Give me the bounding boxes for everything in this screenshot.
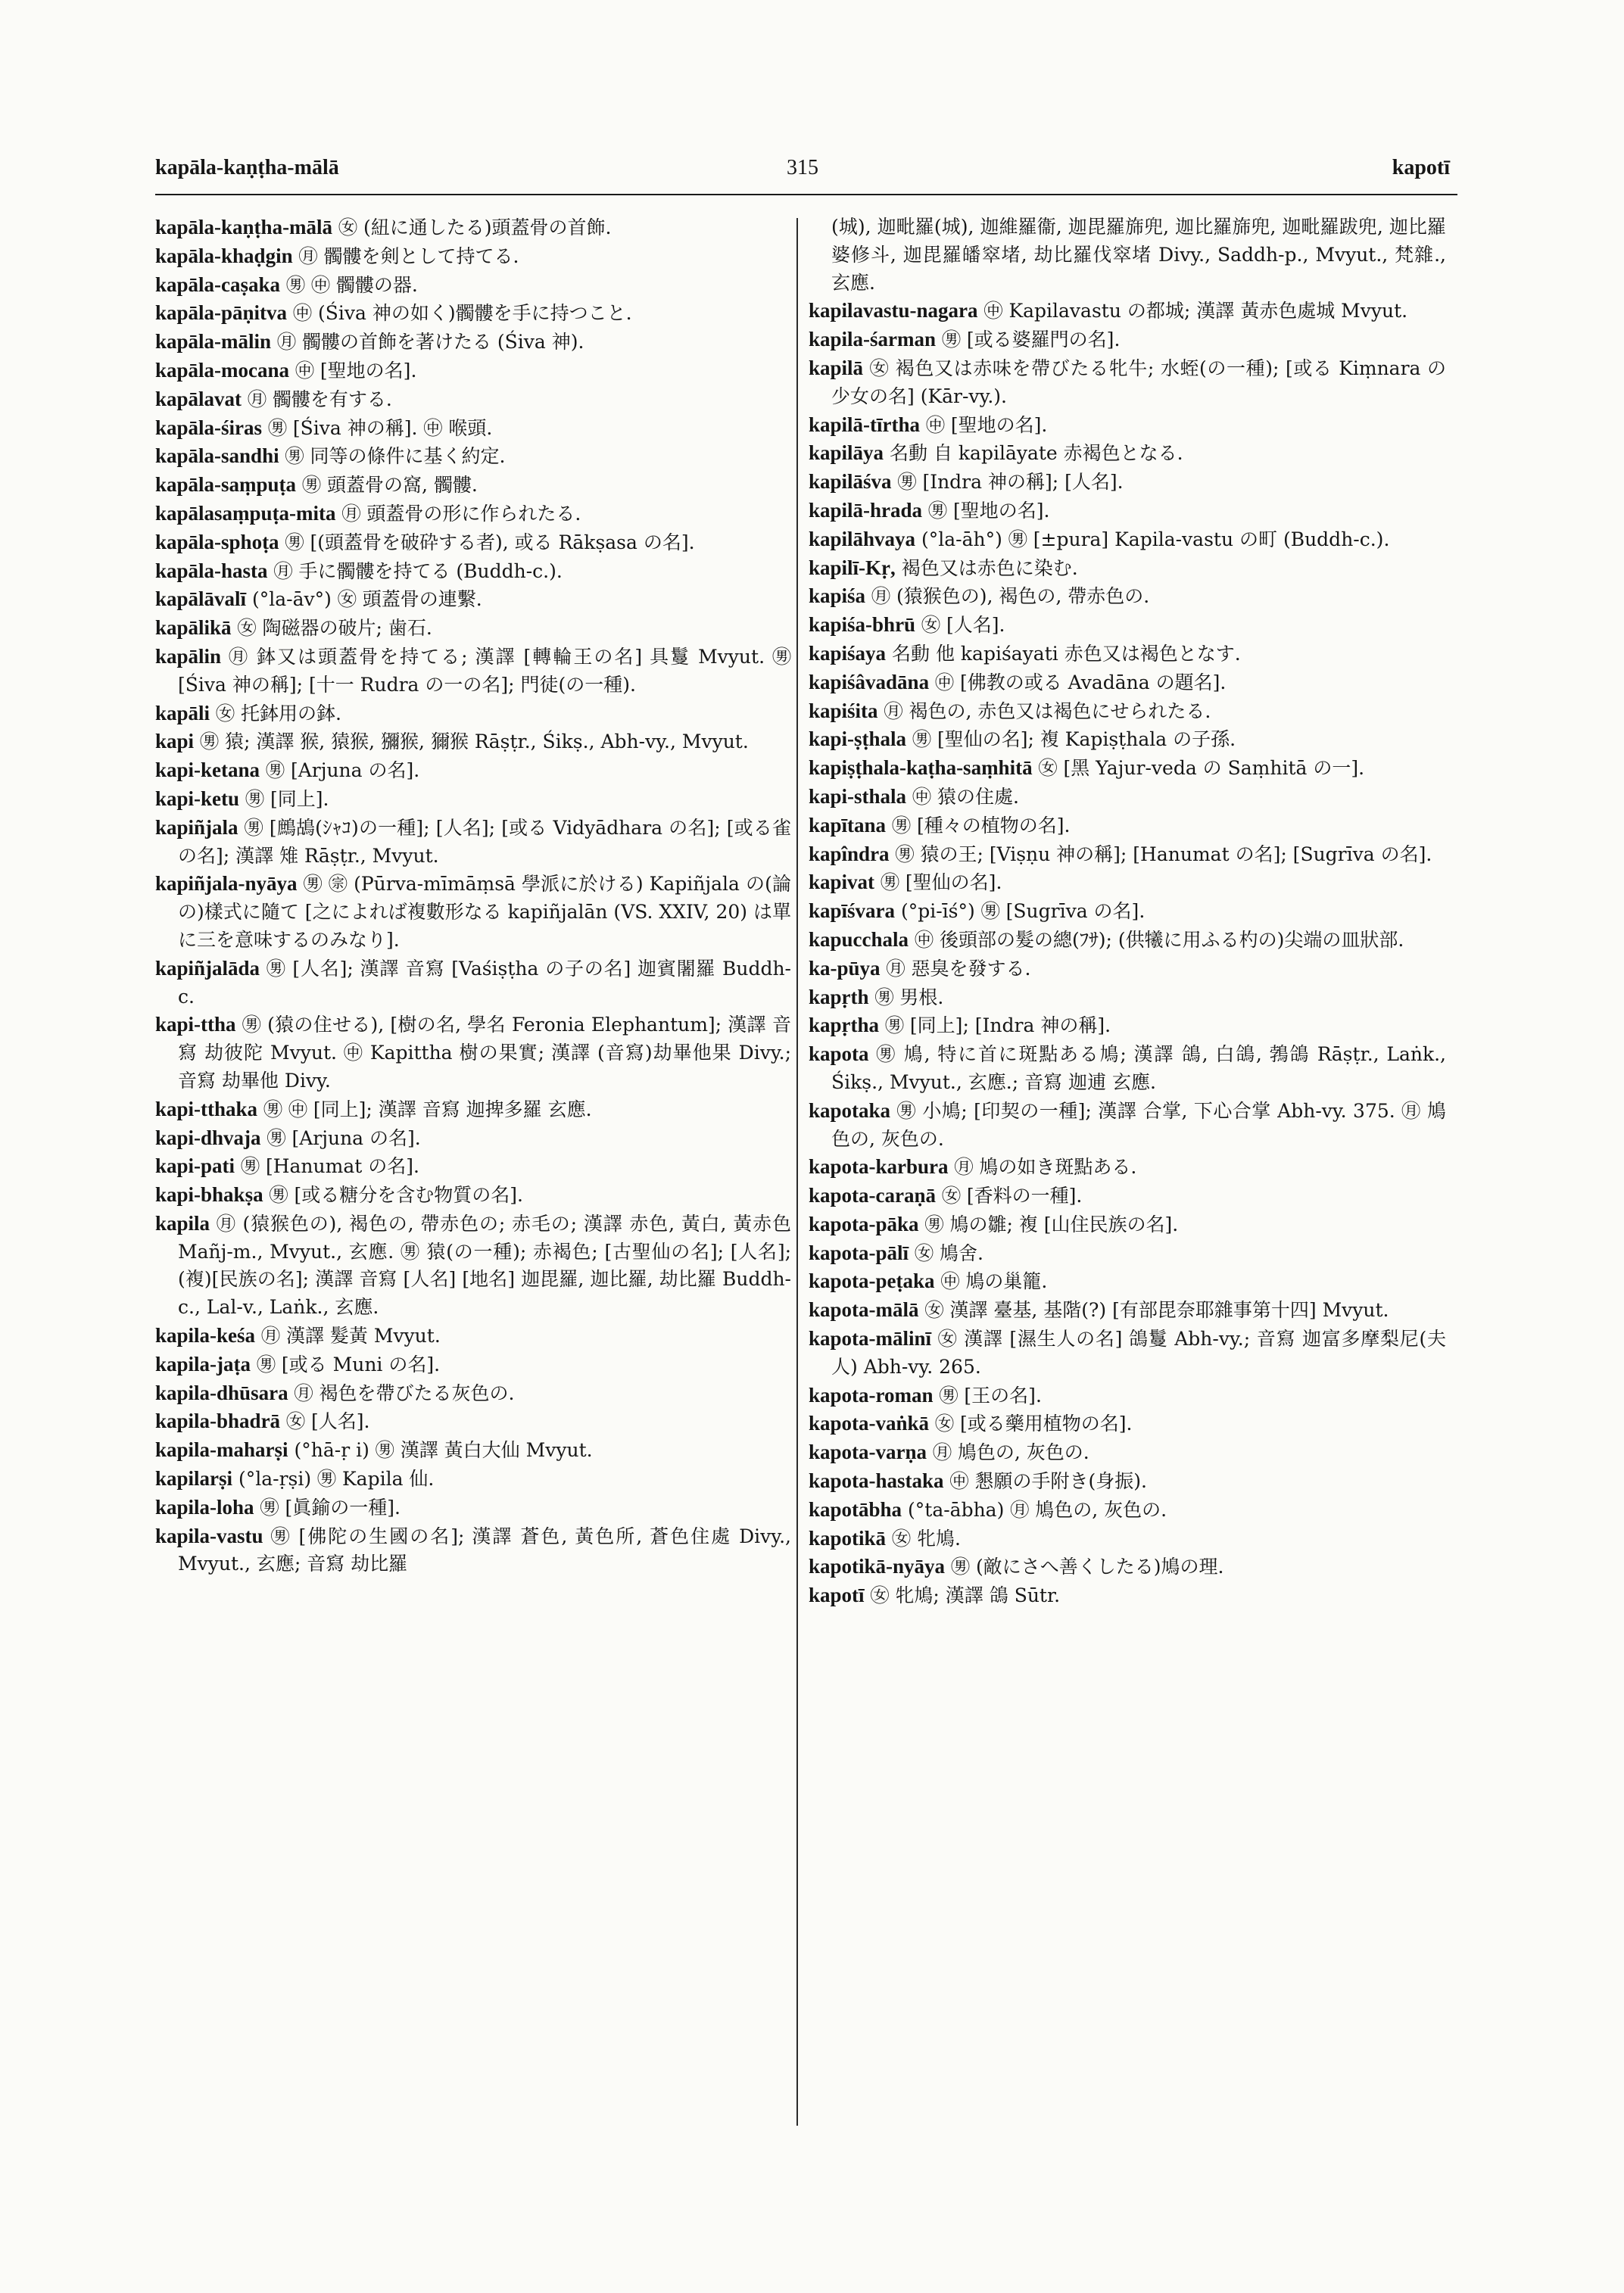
dictionary-entry: [809, 1467, 1446, 1496]
entry-definition: ㊛ 褐色又は赤味を帶びたる牝牛; 水蛭(の一種); [或る Kiṃnara の少女の名] (Kār-vy.).: [831, 357, 1446, 407]
running-header: [155, 156, 1450, 189]
dictionary-entry: [155, 756, 791, 785]
entry-definition: ㊚ (敵にさへ善くしたる)鳩の理.: [951, 1556, 1224, 1578]
entry-definition: ㊊ 髑髏を有する.: [247, 388, 392, 410]
entry-headword: kapi-ṣṭhala: [809, 727, 907, 751]
dictionary-entry: [155, 1011, 791, 1095]
entry-headword: kapāla-sandhi: [155, 444, 279, 468]
entry-headword: kapāla-caṣaka: [155, 273, 281, 296]
dictionary-entry: [809, 1040, 1446, 1097]
entry-headword: kapiśâvadāna: [809, 670, 930, 693]
dictionary-entry: [809, 640, 1446, 668]
dictionary-entry: [155, 1494, 791, 1522]
dictionary-entry: [155, 1379, 791, 1408]
entry-definition: ㊚ [聖仙の名]; 複 Kapiṣṭhala の子孫.: [912, 728, 1236, 751]
entry-headword: kapāla-pāṇitva: [155, 301, 288, 325]
left-column: [155, 213, 791, 2257]
entry-headword: kapila-dhūsara: [155, 1381, 288, 1404]
entry-definition: ㊚ [同上]; [Indra 神の稱].: [884, 1014, 1111, 1037]
entry-definition: ㊊ 頭蓋骨の形に作られたる.: [341, 502, 581, 525]
entry-definition: ㊚ [人名]; 漢譯 音寫 [Vaśiṣṭha の子の名] 迦賓闍羅 Buddh-c.: [178, 957, 791, 1008]
entry-headword: kapilāśva: [809, 470, 892, 494]
dictionary-entry: [809, 668, 1446, 697]
entry-headword: kapālikā: [155, 616, 232, 640]
entry-headword: kapi-pati: [155, 1154, 235, 1178]
entry-definition: (°ta-ābha) ㊊ 鳩色の, 灰色の.: [908, 1498, 1167, 1521]
entry-definition: ㊚ [Arjuna の名].: [266, 759, 420, 782]
dictionary-entry: [155, 1465, 791, 1494]
entry-definition: ㊊ 漢譯 髮黃 Mvyut.: [261, 1325, 441, 1347]
dictionary-entry: [155, 299, 791, 328]
entry-headword: kapilā-tīrtha: [809, 413, 921, 436]
entry-definition: (°la-ṛṣi) ㊚ Kapila 仙.: [238, 1468, 435, 1491]
entry-definition: ㊚ 鳩, 特に首に斑點ある鳩; 漢譯 鴿, 白鴿, 鵓鴿 Rāṣṭr., Laṅk., Śikṣ., Mvyut., 玄應.; 音寫 迦逋 玄應.: [831, 1043, 1446, 1093]
entry-headword: kapiśa-bhrū: [809, 613, 916, 637]
dictionary-entry: [155, 242, 791, 271]
entry-headword: kapilā-hrada: [809, 498, 923, 522]
dictionary-entry: [155, 385, 791, 414]
entry-definition: (°la-āv°) ㊛ 頭蓋骨の連繫.: [252, 588, 482, 611]
entry-headword: kapṛtha: [809, 1014, 880, 1037]
entry-definition: ㊥ [佛教の或る Avadāna の題名].: [935, 671, 1227, 693]
dictionary-entry: [155, 1210, 791, 1322]
entry-definition: ㊛ [人名].: [286, 1410, 370, 1433]
dictionary-entry: [155, 1181, 791, 1210]
entry-headword: kapilāhvaya: [809, 527, 916, 550]
dictionary-entry: [809, 1410, 1446, 1438]
dictionary-entry: [155, 1124, 791, 1153]
entry-definition: ㊚ ㊥ 髑髏の器.: [286, 273, 418, 296]
dictionary-entry: [809, 1011, 1446, 1040]
entry-definition: ㊚ [或る婆羅門の名].: [941, 329, 1121, 351]
entry-headword: kapiñjala-nyāya: [155, 872, 298, 896]
entry-headword: kapota-vaṅkā: [809, 1412, 930, 1435]
entry-definition: ㊚ [聖地の名].: [928, 499, 1050, 522]
entry-definition: ㊚ ㊥ [同上]; 漢譯 音寫 迦捭多羅 玄應.: [263, 1098, 592, 1120]
dictionary-entry: [155, 557, 791, 586]
entry-headword: kapota-pālī: [809, 1241, 909, 1264]
entry-headword: kapotikā: [809, 1526, 887, 1550]
entry-definition: ㊛ 陶磁器の破片; 歯石.: [237, 617, 432, 640]
entry-definition: ㊚ [王の名].: [939, 1384, 1042, 1407]
dictionary-entry: [809, 1325, 1446, 1382]
dictionary-entry: [809, 554, 1446, 583]
dictionary-entry: [155, 955, 791, 1011]
dictionary-entry: [155, 643, 791, 699]
dictionary-entry: [155, 1407, 791, 1436]
dictionary-entry: [155, 614, 791, 643]
entry-definition: ㊥ [聖地の名].: [295, 359, 417, 382]
entry-definition: ㊛ [黑 Yajur-veda の Saṃhitā の一].: [1038, 757, 1365, 780]
entry-headword: kapila-loha: [155, 1495, 254, 1519]
entry-definition: ㊚ [Śiva 神の稱]. ㊥ 喉頭.: [267, 416, 493, 439]
entry-definition: ㊊ 髑髏の首飾を著けたる (Śiva 神).: [277, 331, 584, 354]
entry-headword: kapi-ketana: [155, 759, 260, 782]
entry-definition: ㊚ [聖仙の名].: [880, 871, 1002, 894]
entry-headword: kapila-śarman: [809, 328, 937, 351]
entry-definition: ㊊ (猿猴色の), 褐色の, 帶赤色の.: [871, 585, 1150, 608]
dictionary-entry: [809, 611, 1446, 640]
entry-headword: kapālin: [155, 644, 222, 668]
entry-headword: kapi-bhakṣa: [155, 1183, 263, 1207]
dictionary-entry: [809, 697, 1446, 726]
entry-headword: kapāli: [155, 701, 210, 724]
entry-headword: kapota-roman: [809, 1383, 934, 1407]
dictionary-entry: [809, 840, 1446, 869]
dictionary-entry: [155, 1095, 791, 1124]
dictionary-entry: [809, 983, 1446, 1012]
dictionary-entry: [155, 500, 791, 528]
dictionary-entry: [809, 213, 1446, 297]
header-rule: [155, 194, 1457, 195]
entry-definition: ㊊ 鳩色の, 灰色の.: [932, 1441, 1089, 1464]
entry-definition: 名動 他 kapiśayati 赤色又は褐色となす.: [892, 642, 1241, 665]
entry-headword: kapāla-hasta: [155, 559, 268, 582]
entry-headword: kapota-hastaka: [809, 1469, 944, 1493]
entry-definition: ㊥ Kapilavastu の都城; 漢譯 黃赤色處城 Mvyut.: [983, 300, 1408, 322]
entry-headword: kapāla-mālin: [155, 330, 272, 354]
entry-headword: ka-pūya: [809, 956, 881, 980]
dictionary-entry: [809, 868, 1446, 897]
entry-headword: kapota-karbura: [809, 1155, 949, 1179]
entry-headword: kapota-varṇa: [809, 1441, 927, 1464]
entry-definition: (°hā-ṛ i) ㊚ 漢譯 黃白大仙 Mvyut.: [294, 1439, 593, 1462]
dictionary-entry: [809, 354, 1446, 411]
entry-headword: kapîndra: [809, 842, 890, 865]
entry-headword: kapila-bhadrā: [155, 1410, 281, 1433]
entry-headword: kapi-sthala: [809, 784, 907, 808]
dictionary-entry: [155, 213, 791, 242]
dictionary-entry: [809, 439, 1446, 468]
dictionary-entry: [809, 955, 1446, 983]
entry-definition: ㊚ ㊪ (Pūrva-mīmāṃsā 學派に於ける) Kapiñjala の(論の)樣式に隨て [之によれば複數形なる kapiñjalān (VS. XXIV, 20) は單に三を意味するのみなり].: [178, 873, 791, 951]
right-column: [809, 213, 1446, 2257]
dictionary-entry: [809, 754, 1446, 783]
entry-headword: kapāla-mocana: [155, 358, 290, 382]
entry-definition: ㊛ [香料の一種].: [941, 1185, 1083, 1207]
dictionary-entry: [809, 926, 1446, 955]
dictionary-entry: [809, 1097, 1446, 1154]
entry-headword: kapiśaya: [809, 641, 887, 665]
entry-definition: ㊚ [佛陀の生國の名]; 漢譯 蒼色, 黃色所, 蒼色住處 Divy., Mvyut., 玄應; 音寫 劫比羅: [178, 1525, 791, 1575]
entry-headword: kapila-jaṭa: [155, 1352, 251, 1375]
dictionary-entry: [809, 1210, 1446, 1239]
entry-definition: (°la-āh°) ㊚ [±pura] Kapila-vastu の町 (Buddh-c.).: [921, 528, 1390, 550]
entry-definition: ㊚ 猿の王; [Viṣṇu 神の稱]; [Hanumat の名]; [Sugrīva の名].: [895, 843, 1432, 865]
entry-definition: ㊊ 手に髑髏を持てる (Buddh-c.).: [273, 559, 563, 582]
entry-headword: kapotaka: [809, 1098, 891, 1122]
dictionary-entry: [155, 585, 791, 614]
entry-definition: 褐色又は赤色に染む.: [901, 556, 1078, 579]
entry-headword: kapota-mālinī: [809, 1327, 932, 1351]
entry-headword: kapila-maharṣi: [155, 1438, 288, 1462]
dictionary-entry: [155, 271, 791, 300]
entry-headword: kapāla-śiras: [155, 416, 263, 439]
entry-definition: ㊛ [人名].: [921, 614, 1005, 637]
dictionary-entry: [155, 1152, 791, 1181]
entry-definition: ㊚ 同等の條件に基く約定.: [285, 445, 506, 468]
dictionary-entry: [809, 1438, 1446, 1467]
entry-definition: ㊛ 漢譯 [濕生人の名] 鴿鬘 Abh-vy.; 音寫 迦富多摩梨尼(夫人) Abh-vy. 265.: [831, 1328, 1446, 1378]
entry-headword: kapiṣṭhala-kaṭha-saṃhitā: [809, 756, 1033, 780]
entry-definition: ㊚ (猿の住せる), [樹の名, 學名 Feronia Elephantum]; 漢譯 音寫 劫彼陀 Mvyut. ㊥ Kapittha 樹の果實; 漢譯 (音寫)劫畢他果 Divy.; 音寫 劫畢他 Divy.: [178, 1014, 791, 1092]
entry-headword: kapiñjala: [155, 815, 238, 839]
entry-headword: kapiśita: [809, 699, 878, 722]
entry-headword: kapota-mālā: [809, 1298, 919, 1322]
entry-definition: ㊚ [或る糖分を含む物質の名].: [269, 1184, 523, 1207]
entry-headword: kapi-ketu: [155, 787, 240, 810]
entry-headword: kapiśa: [809, 584, 866, 608]
dictionary-entry: [155, 699, 791, 728]
dictionary-entry: [155, 357, 791, 385]
entry-headword: kapilā: [809, 356, 864, 379]
entry-headword: kapi-tthaka: [155, 1097, 258, 1120]
dictionary-entry: [809, 297, 1446, 326]
entry-definition: ㊛ (紐に通したる)頭蓋骨の首飾.: [338, 217, 612, 238]
dictionary-entry: [155, 471, 791, 500]
entry-headword: kapotikā-nyāya: [809, 1555, 946, 1578]
entry-definition: ㊥ 懇願の手附き(身振).: [949, 1470, 1147, 1493]
entry-headword: kapi-dhvaja: [155, 1126, 261, 1149]
dictionary-entry: [155, 1322, 791, 1351]
dictionary-entry: [155, 1436, 791, 1465]
entry-headword: kapālavat: [155, 387, 242, 410]
entry-definition: ㊊ (猿猴色の), 褐色の, 帶赤色の; 赤毛の; 漢譯 赤色, 黃白, 黃赤色 Mañj-m., Mvyut., 玄應. ㊚ 猿(の一種); 赤褐色; [古聖仙の名]; [人名]; (複)[民族の名]; 漢譯 音寫 [人名] [地名] 迦毘羅, 迦比羅, 劫比羅 Buddh-c., Lal-v., Laṅk., 玄應.: [178, 1212, 791, 1319]
entry-headword: kapilarṣi: [155, 1467, 233, 1491]
entry-headword: kapi: [155, 730, 195, 753]
entry-definition: ㊚ [Indra 神の稱]; [人名].: [897, 471, 1124, 494]
dictionary-entry: [809, 1239, 1446, 1268]
column-divider: [796, 218, 798, 2126]
entry-headword: kapītana: [809, 813, 887, 837]
entry-headword: kapota-peṭaka: [809, 1270, 935, 1293]
page-number: 315: [787, 156, 818, 179]
dictionary-entry: [809, 468, 1446, 497]
entry-definition: ㊊ 褐色の, 赤色又は褐色にせられたる.: [884, 699, 1211, 722]
entry-definition: ㊊ 鉢又は頭蓋骨を持てる; 漢譯 [轉輪王の名] 具鬘 Mvyut. ㊚ [Śiva 神の稱]; [十一 Rudra の一の名]; 門徒(の一種).: [178, 645, 791, 696]
entry-definition: ㊚ 頭蓋骨の窩, 髑髏.: [302, 474, 478, 497]
entry-definition: ㊊ 惡臭を發する.: [886, 957, 1031, 980]
dictionary-entry: [155, 785, 791, 814]
dictionary-entry: [809, 1267, 1446, 1296]
dictionary-entry: [155, 414, 791, 443]
entry-headword: kapota: [809, 1042, 869, 1066]
entry-headword: kapālāvalī: [155, 587, 247, 611]
entry-headword: kapota-caraṇā: [809, 1184, 936, 1207]
dictionary-entry: [155, 1351, 791, 1379]
dictionary-entry: [809, 1382, 1446, 1410]
entry-headword: kapāla-khaḍgin: [155, 244, 293, 267]
entry-definition: ㊊ 髑髏を剣として持てる.: [298, 245, 519, 267]
dictionary-entry: [809, 1182, 1446, 1210]
header-first-entry: kapāla-kaṇṭha-mālā: [155, 156, 339, 179]
dictionary-entry: [809, 1296, 1446, 1325]
entry-definition: ㊚ 小鳩; [印契の一種]; 漢譯 合掌, 下心合掌 Abh-vy. 375. ㊊ 鳩色の, 灰色の.: [831, 1099, 1446, 1150]
dictionary-entry: [809, 326, 1446, 354]
dictionary-entry: [155, 727, 791, 756]
entry-definition: ㊚ [鷓鴣(ｼｬｺ)の一種]; [人名]; [或る Vidyādhara の名]; [或る雀の名]; 漢譯 雉 Rāṣṭr., Mvyut.: [178, 816, 791, 867]
entry-definition: ㊥ [聖地の名].: [925, 413, 1048, 436]
entry-definition: ㊚ [(頭蓋骨を破砕する者), 或る Rākṣasa の名].: [285, 531, 695, 553]
entry-headword: kapilī-Kṛ,: [809, 556, 896, 579]
entry-headword: kapila-keśa: [155, 1324, 256, 1347]
entry-definition: ㊚ 猿; 漢譯 猴, 猿猴, 獼猴, 獮猴 Rāṣṭr., Śikṣ., Abh-vy., Mvyut.: [200, 731, 749, 753]
entry-headword: kapucchala: [809, 927, 909, 951]
entry-headword: kapota-pāka: [809, 1212, 919, 1235]
entry-definition: (°pi-īś°) ㊚ [Sugrīva の名].: [900, 900, 1146, 923]
entry-definition: ㊚ [或る Muni の名].: [256, 1353, 441, 1375]
entry-definition: ㊥ 後頭部の髮の總(ﾌｻ); (供犧に用ふる杓の)尖端の皿狀部.: [915, 928, 1404, 951]
entry-definition: ㊚ [種々の植物の名].: [892, 814, 1071, 837]
dictionary-entry: [155, 870, 791, 954]
entry-definition: ㊚ [Hanumat の名].: [241, 1155, 419, 1178]
entry-definition: ㊚ [同上].: [245, 787, 329, 810]
dictionary-entry: [809, 411, 1446, 440]
entry-definition: ㊛ 漢譯 臺基, 基階(?) [有部毘奈耶雜事第十四] Mvyut.: [924, 1299, 1389, 1322]
entry-definition: ㊥ 猿の住處.: [912, 785, 1019, 808]
entry-definition: ㊊ 褐色を帶びたる灰色の.: [294, 1382, 515, 1404]
dictionary-entry: [809, 525, 1446, 554]
entry-definition: ㊚ 鳩の雛; 複 [山住民族の名].: [924, 1213, 1179, 1235]
entry-definition: ㊛ 牝鳩.: [892, 1527, 961, 1550]
dictionary-entry: [809, 812, 1446, 840]
dictionary-entry: [155, 442, 791, 471]
dictionary-entry: [809, 1553, 1446, 1581]
entry-definition: ㊛ [或る藥用植物の名].: [935, 1413, 1133, 1435]
entry-headword: kapilāya: [809, 441, 884, 465]
entry-headword: kapīśvara: [809, 899, 896, 923]
entry-headword: kapiñjalāda: [155, 956, 260, 980]
entry-definition: 名動 自 kapilāyate 赤褐色となる.: [890, 442, 1183, 465]
entry-headword: kapotī: [809, 1584, 865, 1607]
entry-definition: ㊚ [Arjuna の名].: [267, 1126, 421, 1149]
entry-headword: kapāla-saṃpuṭa: [155, 473, 297, 497]
entry-headword: kapṛth: [809, 985, 869, 1008]
dictionary-entry: [809, 725, 1446, 754]
entry-definition: ㊊ 鳩の如き斑點ある.: [954, 1156, 1137, 1179]
dictionary-entry: [155, 1522, 791, 1579]
entry-headword: kapila-vastu: [155, 1524, 263, 1547]
entry-headword: kapila: [155, 1211, 210, 1235]
dictionary-entry: [809, 783, 1446, 812]
entry-definition: ㊚ 男根.: [874, 986, 944, 1008]
entry-headword: kapāla-sphoṭa: [155, 530, 279, 553]
dictionary-entry: [809, 1581, 1446, 1610]
entry-headword: kapi-ttha: [155, 1013, 236, 1036]
entry-headword: kapālasaṃpuṭa-mita: [155, 501, 336, 525]
dictionary-entry: [809, 1153, 1446, 1182]
entry-definition: ㊥ 鳩の巢籠.: [940, 1270, 1048, 1293]
entry-headword: kapilavastu-nagara: [809, 299, 978, 322]
entry-definition: (城), 迦毗羅(城), 迦維羅衞, 迦毘羅旆兜, 迦比羅旆兜, 迦毗羅跋兜, 迦比羅婆修斗, 迦毘羅皤窣堵, 劫比羅伐窣堵 Divy., Saddh-p., Mvyut., 梵雜., 玄應.: [831, 216, 1446, 294]
dictionary-entry: [155, 814, 791, 871]
header-last-entry: kapotī: [1392, 156, 1450, 179]
entry-definition: ㊥ (Śiva 神の如く)髑髏を手に持つこと.: [293, 302, 632, 325]
entry-definition: ㊚ [眞鍮の一種].: [260, 1496, 401, 1519]
dictionary-entry: [809, 897, 1446, 926]
entry-definition: ㊛ 牝鳩; 漢譯 鴿 Sūtr.: [870, 1584, 1061, 1607]
entry-headword: kapāla-kaṇṭha-mālā: [155, 216, 333, 238]
dictionary-entry: [809, 497, 1446, 525]
dictionary-entry: [155, 528, 791, 557]
dictionary-entry: [809, 1525, 1446, 1553]
entry-headword: kapotābha: [809, 1497, 902, 1521]
entry-headword: kapivat: [809, 871, 875, 894]
dictionary-entry: [809, 1496, 1446, 1525]
dictionary-entry: [155, 328, 791, 357]
entry-definition: ㊛ 鳩舍.: [915, 1242, 983, 1264]
entry-definition: ㊛ 托鉢用の鉢.: [216, 702, 341, 724]
dictionary-entry: [809, 582, 1446, 611]
